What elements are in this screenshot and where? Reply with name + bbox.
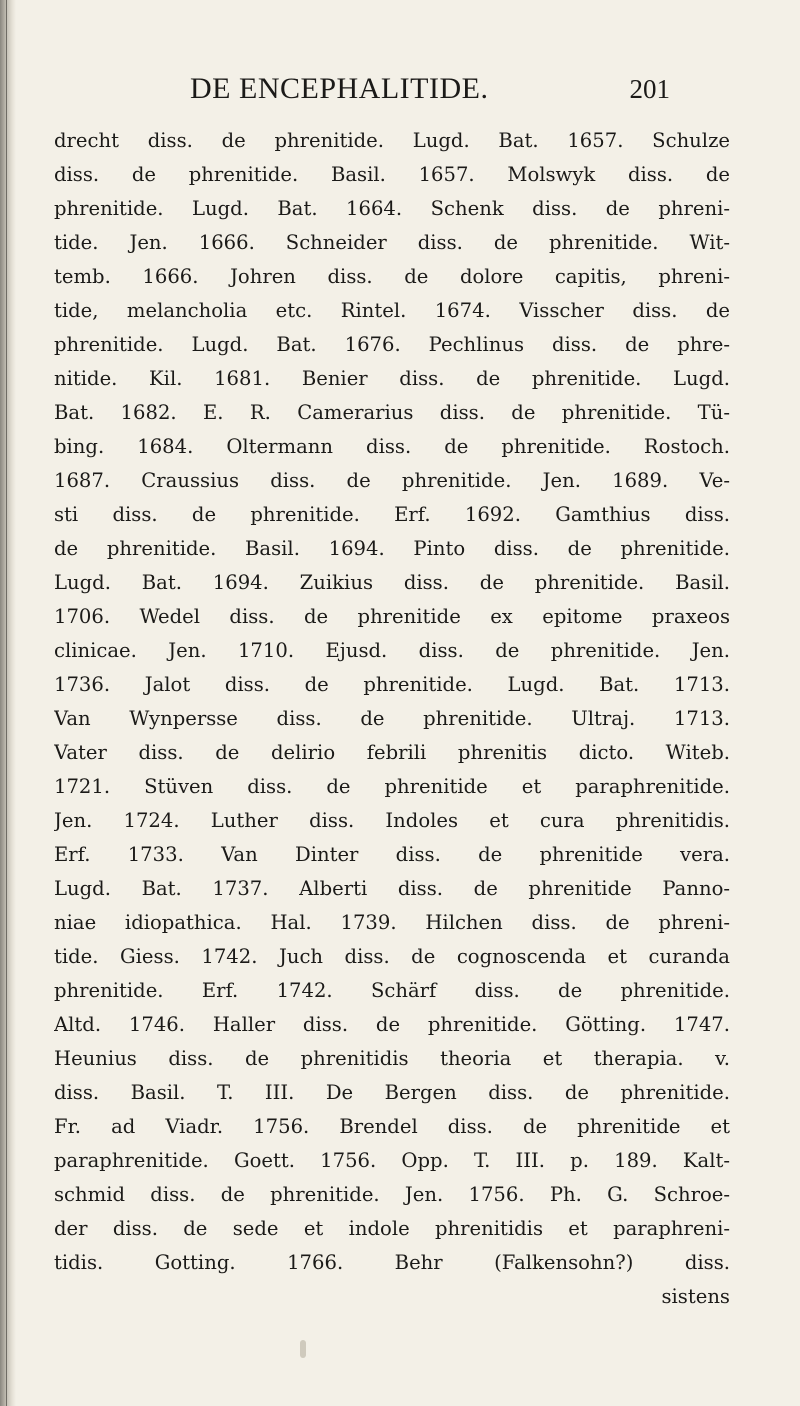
text-line: Erf. 1733. Van Dinter diss. de phrenitide vera. <box>54 843 730 866</box>
text-line: diss. de phrenitide. Basil. 1657. Molswyk diss. de <box>54 163 730 186</box>
page-header <box>190 72 670 112</box>
text-line: sti diss. de phrenitide. Erf. 1692. Gamthius diss. <box>54 503 730 526</box>
text-line: Jen. 1724. Luther diss. Indoles et cura phrenitidis. <box>54 809 730 832</box>
catchword: sistens <box>661 1285 730 1308</box>
text-line: Heunius diss. de phrenitidis theoria et therapia. v. <box>54 1047 730 1070</box>
text-line: Vater diss. de delirio febrili phrenitis dicto. Witeb. <box>54 741 730 764</box>
text-line: bing. 1684. Oltermann diss. de phrenitide. Rostoch. <box>54 435 730 458</box>
text-line: Altd. 1746. Haller diss. de phrenitide. Götting. 1747. <box>54 1013 730 1036</box>
paper-mark <box>300 1340 306 1358</box>
text-line: schmid diss. de phrenitide. Jen. 1756. Ph. G. Schroe- <box>54 1183 730 1206</box>
text-line: de phrenitide. Basil. 1694. Pinto diss. de phrenitide. <box>54 537 730 560</box>
text-line: Lugd. Bat. 1737. Alberti diss. de phrenitide Panno- <box>54 877 730 900</box>
text-line: paraphrenitide. Goett. 1756. Opp. T. III. p. 189. Kalt- <box>54 1149 730 1172</box>
text-line: Fr. ad Viadr. 1756. Brendel diss. de phrenitide et <box>54 1115 730 1138</box>
text-line: temb. 1666. Johren diss. de dolore capitis, phreni- <box>54 265 730 288</box>
text-line: 1721. Stüven diss. de phrenitide et paraphrenitide. <box>54 775 730 798</box>
text-line: niae idiopathica. Hal. 1739. Hilchen diss. de phreni- <box>54 911 730 934</box>
text-line: Van Wynpersse diss. de phrenitide. Ultraj. 1713. <box>54 707 730 730</box>
text-line: tide. Giess. 1742. Juch diss. de cognoscenda et curanda <box>54 945 730 968</box>
text-line: der diss. de sede et indole phrenitidis et paraphreni- <box>54 1217 730 1240</box>
text-line: phrenitide. Lugd. Bat. 1664. Schenk diss. de phreni- <box>54 197 730 220</box>
text-line: diss. Basil. T. III. De Bergen diss. de phrenitide. <box>54 1081 730 1104</box>
text-line: 1706. Wedel diss. de phrenitide ex epitome praxeos <box>54 605 730 628</box>
text-line: 1736. Jalot diss. de phrenitide. Lugd. Bat. 1713. <box>54 673 730 696</box>
bibliography-paragraph <box>54 124 730 1314</box>
page-gutter-shadow <box>0 0 16 1406</box>
text-line: clinicae. Jen. 1710. Ejusd. diss. de phrenitide. Jen. <box>54 639 730 662</box>
text-line: drecht diss. de phrenitide. Lugd. Bat. 1657. Schulze <box>54 129 730 152</box>
text-line: tidis. Gotting. 1766. Behr (Falkensohn?) diss. <box>54 1251 730 1274</box>
text-line: nitide. Kil. 1681. Benier diss. de phrenitide. Lugd. <box>54 367 730 390</box>
text-line: Bat. 1682. E. R. Camerarius diss. de phrenitide. Tü- <box>54 401 730 424</box>
text-line: phrenitide. Lugd. Bat. 1676. Pechlinus diss. de phre- <box>54 333 730 356</box>
text-line: phrenitide. Erf. 1742. Schärf diss. de phrenitide. <box>54 979 730 1002</box>
text-line: tide, melancholia etc. Rintel. 1674. Visscher diss. de <box>54 299 730 322</box>
running-title: DE ENCEPHALITIDE. <box>190 72 489 105</box>
text-line: 1687. Craussius diss. de phrenitide. Jen. 1689. Ve- <box>54 469 730 492</box>
gutter-line <box>6 0 7 1406</box>
text-line: tide. Jen. 1666. Schneider diss. de phrenitide. Wit- <box>54 231 730 254</box>
text-line: Lugd. Bat. 1694. Zuikius diss. de phrenitide. Basil. <box>54 571 730 594</box>
page-number: 201 <box>629 74 670 104</box>
